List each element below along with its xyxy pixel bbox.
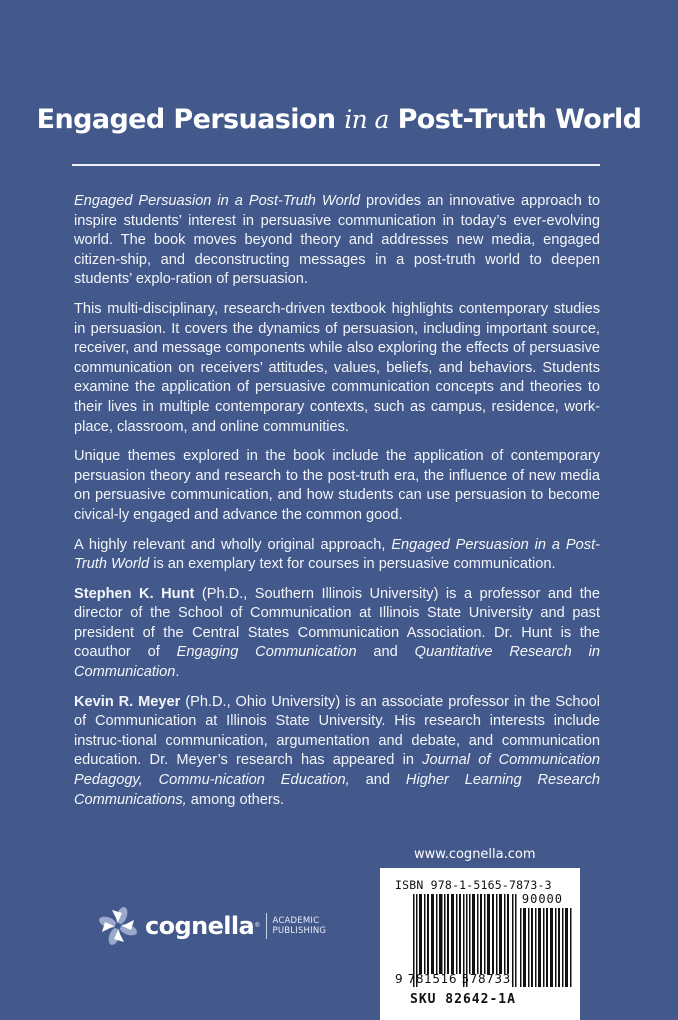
book-title-inline: Engaged Persuasion in a Post-Truth World <box>74 193 360 209</box>
bio-text: (Ph.D., Southern Illinois University) is a professor and the director of the School of Communication at Illinois State University and past president of the Central States Communication Association. Dr. Hunt is the coauthor of <box>74 585 600 661</box>
cognella-flower-icon <box>97 905 139 947</box>
barcode-label <box>380 868 580 1020</box>
publisher-name: cognella <box>145 912 255 940</box>
title-divider <box>72 164 600 166</box>
publisher-logo <box>97 906 326 946</box>
publisher-tagline <box>273 916 327 936</box>
work-title: Journal of Communication Pedagogy, Commu-nication Education, <box>74 752 600 789</box>
description-paragraph-2: This multi-disciplinary, research-driven textbook highlights contemporary studies in persuasion. It covers the dynamics of persuasion, including important source, receiver, and message components while also exploring the effects of persuasive communication on receivers’ attitudes, values, beliefs, and behaviors. Students examine the application of persuasive communication concepts and theories to their lives in multiple contemporary contexts, such as campus, residence, work-place, classroom, and online communities. <box>74 300 600 435</box>
book-title-inline: Engaged Persuasion in a Post-Truth World <box>74 536 600 573</box>
isbn-text: ISBN 978-1-5165-7873-3 <box>395 878 552 892</box>
author-name: Kevin R. Meyer <box>74 693 181 710</box>
work-title: Quantitative Research in Communication <box>74 644 600 681</box>
book-title <box>0 104 678 135</box>
addon-barcode <box>520 908 572 987</box>
bio-text: and <box>356 644 415 661</box>
title-part-2: Post-Truth World <box>388 104 642 135</box>
bio-text: and <box>349 772 406 789</box>
logo-divider <box>266 913 267 939</box>
publisher-url: www.cognella.com <box>414 847 536 862</box>
bio-text: . <box>175 664 180 681</box>
title-part-1: Engaged Persuasion <box>36 104 345 135</box>
bio-text: (Ph.D., Ohio University) is an associate professor in the School of Communication at Illinois State University. His research interests include instruc-tional communication, argumentation and debate, and communication education. Dr. Meyer’s research has appeared in <box>74 693 600 769</box>
title-italic: in a <box>344 105 389 134</box>
work-title: Higher Learning Research Communications, <box>74 772 600 808</box>
author-bio-1 <box>74 585 600 683</box>
description-paragraph-1 <box>74 192 600 290</box>
tagline-line-1: ACADEMIC <box>272 916 320 926</box>
registered-mark: ® <box>255 923 260 929</box>
description-paragraph-4 <box>74 536 600 575</box>
author-name: Stephen K. Hunt <box>74 585 195 602</box>
paragraph-text: A highly relevant and wholly original approach, <box>74 536 392 553</box>
description-paragraph-3: Unique themes explored in the book include the application of contemporary persuasion theory and research to the post-truth era, the influence of new media on persuasive communication, and how students can use persuasion to become civical-ly engaged and advance the common good. <box>74 448 600 523</box>
work-title: Engaging Communication <box>176 644 357 661</box>
author-bio-2 <box>74 693 600 811</box>
bio-text: among others. <box>186 791 285 808</box>
price-addon-number: 90000 <box>521 892 563 906</box>
sku-text: SKU 82642-1A <box>410 992 516 1007</box>
tagline-line-2: PUBLISHING <box>272 926 327 936</box>
paragraph-text: is an exemplary text for courses in persuasive communication. <box>149 556 556 573</box>
ean-digits: 9 781516 578733 <box>395 972 511 986</box>
book-description <box>74 192 600 820</box>
paragraph-text: provides an innovative approach to inspire students’ interest in persuasive communication in today’s ever-evolving world. The book moves beyond theory and addresses new media, engaged citizen-ship, and deconstructing messages in a post-truth world to deepen students’ explo-ration of persuasion. <box>74 193 600 288</box>
